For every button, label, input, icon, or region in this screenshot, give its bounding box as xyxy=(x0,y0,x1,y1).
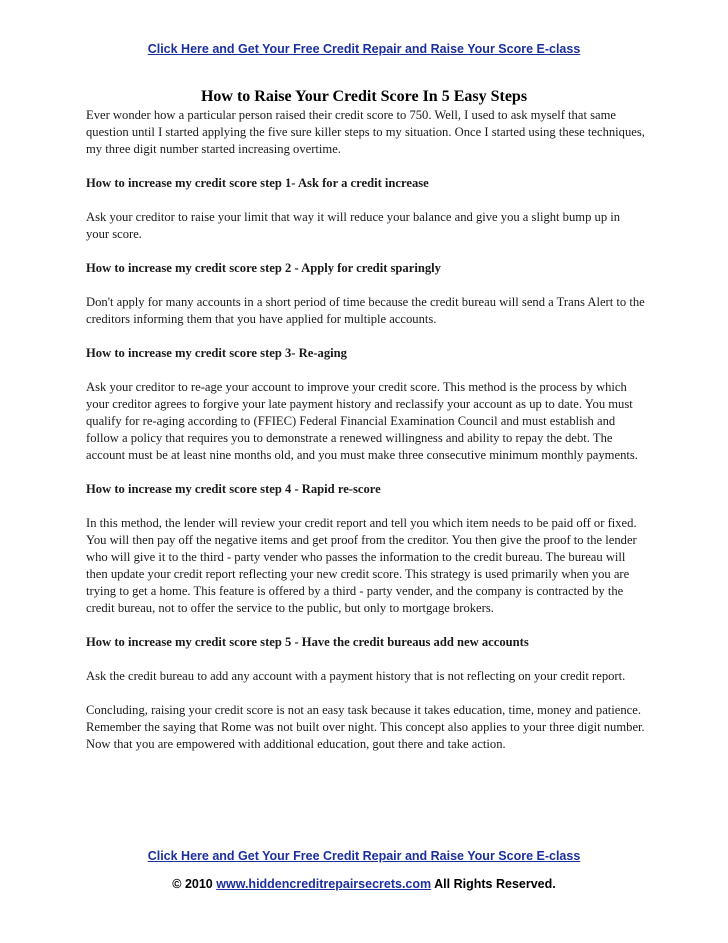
copyright-prefix: © 2010 xyxy=(172,877,213,891)
promo-link-top[interactable]: Click Here and Get Your Free Credit Repair and Raise Your Score E-class xyxy=(147,42,581,56)
step-1-heading: How to increase my credit score step 1- Ask for a credit increase xyxy=(86,176,429,190)
step-4-body: In this method, the lender will review your credit report and tell you which item needs to be paid off or fixed. You will then pay off the negative items and get proof from the creditor. You then give the proof to the lender who will give it to the third - party vender who passes the information to the credit bureau. The bureau will then update your credit report reflecting your new credit score. This strategy is used primarily when you are trying to get a home. This feature is offered by a third - party vender, and the company is contracted by the credit bureau, not to offer the service to the public, but only to mortgage brokers. xyxy=(86,516,637,615)
promo-link-bottom[interactable]: Click Here and Get Your Free Credit Repair and Raise Your Score E-class xyxy=(147,849,581,863)
step-2-body: Don't apply for many accounts in a short period of time because the credit bureau will send a Trans Alert to the creditors informing them that you have applied for multiple accounts. xyxy=(86,295,645,326)
article-body xyxy=(86,107,646,770)
conclusion-paragraph: Concluding, raising your credit score is not an easy task because it takes education, time, money and patience. Remember the saying that Rome was not built over night. This concept also applies to your three digit number. Now that you are empowered with additional education, gout there and take action. xyxy=(86,703,645,751)
website-link[interactable]: www.hiddencreditrepairsecrets.com xyxy=(216,877,432,891)
page-title: How to Raise Your Credit Score In 5 Easy Steps xyxy=(200,88,528,105)
copyright-suffix: All Rights Reserved. xyxy=(434,877,556,891)
step-4-heading: How to increase my credit score step 4 - Rapid re-score xyxy=(86,482,381,496)
step-3-body: Ask your creditor to re-age your account to improve your credit score. This method is the process by which your creditor agrees to forgive your late payment history and reclassify your account as up to date. You must qualify for re-aging according to (FFIEC) Federal Financial Examination Council and must establish and follow a policy that requires you to demonstrate a renewed willingness and ability to repay the debt. The account must be at least nine months old, and you must make three consecutive minimum monthly payments. xyxy=(86,380,638,462)
step-1-body: Ask your creditor to raise your limit that way it will reduce your balance and give you a slight bump up in your score. xyxy=(86,210,621,241)
step-3-heading: How to increase my credit score step 3- Re-aging xyxy=(86,346,347,360)
step-2-heading: How to increase my credit score step 2 - Apply for credit sparingly xyxy=(86,261,441,275)
intro-paragraph: Ever wonder how a particular person raised their credit score to 750. Well, I used to ask myself that same question until I started applying the five sure killer steps to my situation. Once I started using these techniques, my three digit number started increasing overtime. xyxy=(86,108,645,156)
step-5-heading: How to increase my credit score step 5 - Have the credit bureaus add new accounts xyxy=(86,635,529,649)
copyright-footer xyxy=(0,877,728,891)
step-5-body: Ask the credit bureau to add any account with a payment history that is not reflecting on your credit report. xyxy=(86,669,626,683)
